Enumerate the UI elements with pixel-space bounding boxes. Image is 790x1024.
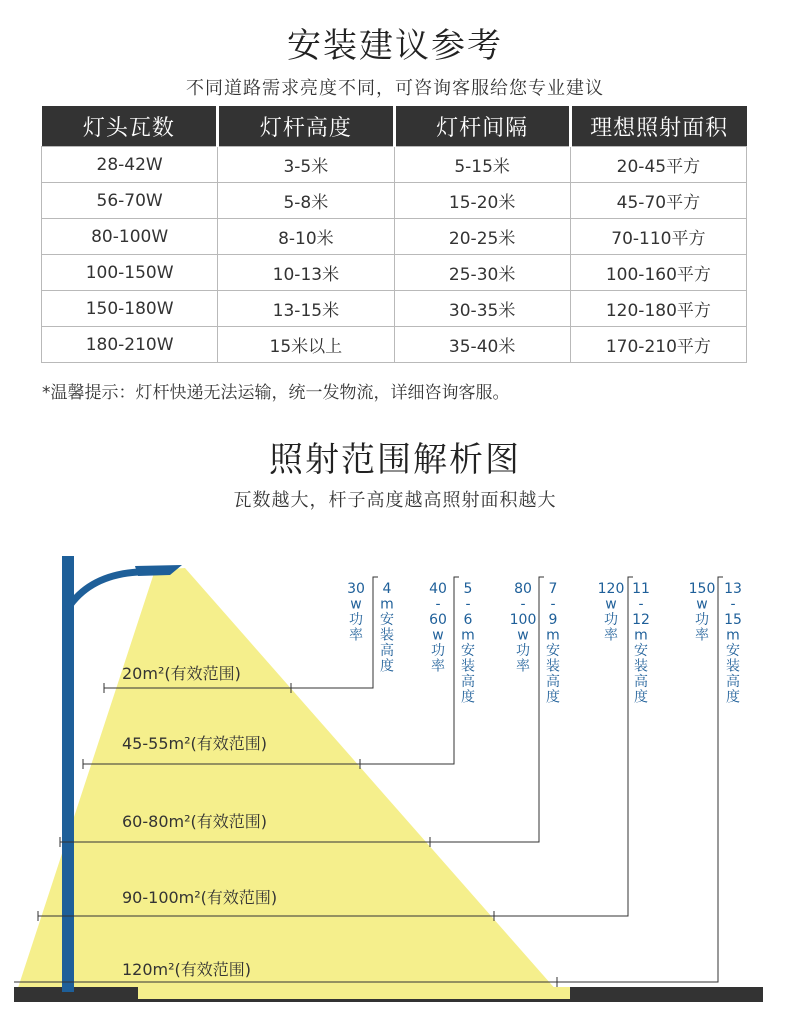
table-row — [42, 255, 747, 291]
header-pole-spacing: 灯杆间隔 — [394, 106, 570, 147]
table-header-row — [42, 106, 747, 147]
height-label-char: 15 — [724, 612, 742, 628]
range-label-5: 120m²(有效范围) — [122, 960, 252, 979]
range-label-3: 60-80m²(有效范围) — [122, 812, 267, 831]
table-row — [42, 327, 747, 363]
cell-area: 45-70平方 — [570, 183, 746, 219]
cell-pole-height: 8-10米 — [218, 219, 394, 255]
power-label-char: - — [435, 596, 441, 613]
cell-pole-spacing: 30-35米 — [394, 291, 570, 327]
power-label-char: 功 — [431, 643, 445, 659]
cell-pole-spacing: 15-20米 — [394, 183, 570, 219]
cell-area: 100-160平方 — [570, 255, 746, 291]
height-label-char: 装 — [380, 627, 394, 644]
height-label-char: 度 — [634, 689, 648, 706]
height-label-char: 4 — [382, 581, 392, 597]
header-wattage: 灯头瓦数 — [42, 106, 218, 147]
height-label-char: 9 — [548, 612, 558, 628]
power-label-char: w — [605, 596, 617, 613]
coverage-subtitle: 瓦数越大，杆子高度越高照射面积越大 — [233, 490, 557, 511]
coverage-title: 照射范围解析图 — [269, 440, 521, 480]
height-label-char: 11 — [632, 581, 650, 597]
power-label-char: 100 — [509, 612, 537, 628]
height-label-char: - — [550, 596, 556, 613]
power-label-char: 功 — [349, 612, 363, 628]
cell-pole-spacing: 25-30米 — [394, 255, 570, 291]
power-label-char: 80 — [514, 581, 532, 597]
cell-wattage: 100-150W — [42, 255, 218, 291]
power-label-char: w — [350, 596, 362, 613]
cell-pole-spacing: 35-40米 — [394, 327, 570, 363]
power-label-char: 60 — [429, 612, 447, 628]
height-label-char: 安 — [546, 643, 560, 659]
power-label-char: 率 — [604, 627, 618, 644]
height-label-char: 装 — [726, 658, 740, 675]
spec-columns — [347, 581, 742, 706]
shipping-tip: *温馨提示：灯杆快递无法运输，统一发物流，详细咨询客服。 — [42, 383, 510, 403]
install-title: 安装建议参考 — [287, 26, 503, 66]
range-label-4: 90-100m²(有效范围) — [122, 888, 278, 907]
table-row — [42, 183, 747, 219]
cell-pole-height: 10-13米 — [218, 255, 394, 291]
height-label-char: 装 — [546, 658, 560, 675]
light-cone — [14, 568, 565, 1000]
height-label-char: 12 — [632, 612, 650, 628]
power-label-char: 30 — [347, 581, 365, 597]
height-label-char: m — [546, 627, 560, 644]
table-row — [42, 291, 747, 327]
power-label-char: 功 — [604, 612, 618, 628]
install-spec-table — [41, 106, 747, 363]
cell-wattage: 80-100W — [42, 219, 218, 255]
power-label-char: 120 — [597, 581, 625, 597]
height-label-char: m — [634, 627, 648, 644]
cell-pole-spacing: 5-15米 — [394, 147, 570, 183]
height-label-char: m — [726, 627, 740, 644]
cell-wattage: 28-42W — [42, 147, 218, 183]
height-label-char: 6 — [463, 612, 473, 628]
cell-area: 120-180平方 — [570, 291, 746, 327]
power-label-char: 率 — [695, 627, 709, 644]
power-label-char: 功 — [695, 612, 709, 628]
height-label-char: 装 — [634, 658, 648, 675]
height-label-char: - — [465, 596, 471, 613]
coverage-diagram — [0, 520, 790, 1024]
cell-area: 20-45平方 — [570, 147, 746, 183]
power-label-char: w — [696, 596, 708, 613]
height-label-char: 安 — [726, 643, 740, 659]
power-label-char: 率 — [431, 658, 445, 675]
power-label-char: 率 — [349, 627, 363, 644]
range-label-2: 45-55m²(有效范围) — [122, 734, 267, 753]
power-label-char: w — [432, 627, 444, 644]
height-label-char: - — [638, 596, 644, 613]
cell-pole-height: 3-5米 — [218, 147, 394, 183]
height-label-char: 度 — [726, 689, 740, 706]
cell-pole-height: 15米以上 — [218, 327, 394, 363]
header-pole-height: 灯杆高度 — [218, 106, 394, 147]
power-label-char: 40 — [429, 581, 447, 597]
height-label-char: 安 — [380, 612, 394, 628]
power-label-char: 率 — [516, 658, 530, 675]
height-label-char: 安 — [461, 643, 475, 659]
height-label-char: 高 — [380, 643, 394, 659]
height-label-char: 高 — [546, 674, 560, 690]
height-label-char: 13 — [724, 581, 742, 597]
light-pole — [62, 556, 74, 992]
power-label-char: - — [520, 596, 526, 613]
power-label-char: 功 — [516, 643, 530, 659]
height-label-char: 5 — [463, 581, 473, 597]
height-label-char: 度 — [546, 689, 560, 706]
height-label-char: 装 — [461, 658, 475, 675]
height-label-char: 高 — [634, 674, 648, 690]
cell-wattage: 150-180W — [42, 291, 218, 327]
install-subtitle: 不同道路需求亮度不同，可咨询客服给您专业建议 — [186, 78, 604, 99]
cell-pole-spacing: 20-25米 — [394, 219, 570, 255]
height-label-char: 度 — [461, 689, 475, 706]
power-label-char: w — [517, 627, 529, 644]
range-label-1: 20m²(有效范围) — [122, 664, 241, 683]
cell-pole-height: 13-15米 — [218, 291, 394, 327]
cell-area: 170-210平方 — [570, 327, 746, 363]
height-label-char: 高 — [461, 674, 475, 690]
cell-wattage: 180-210W — [42, 327, 218, 363]
table-row — [42, 219, 747, 255]
cell-area: 70-110平方 — [570, 219, 746, 255]
table-row — [42, 147, 747, 183]
height-label-char: m — [380, 596, 394, 613]
header-area: 理想照射面积 — [570, 106, 746, 147]
height-label-char: 安 — [634, 643, 648, 659]
height-label-char: 7 — [548, 581, 558, 597]
cell-wattage: 56-70W — [42, 183, 218, 219]
pole-arm — [68, 572, 138, 608]
height-label-char: 度 — [380, 658, 394, 675]
height-label-char: - — [730, 596, 736, 613]
cell-pole-height: 5-8米 — [218, 183, 394, 219]
height-label-char: m — [461, 627, 475, 644]
ground-light — [138, 987, 570, 999]
height-label-char: 高 — [726, 674, 740, 690]
power-label-char: 150 — [688, 581, 716, 597]
